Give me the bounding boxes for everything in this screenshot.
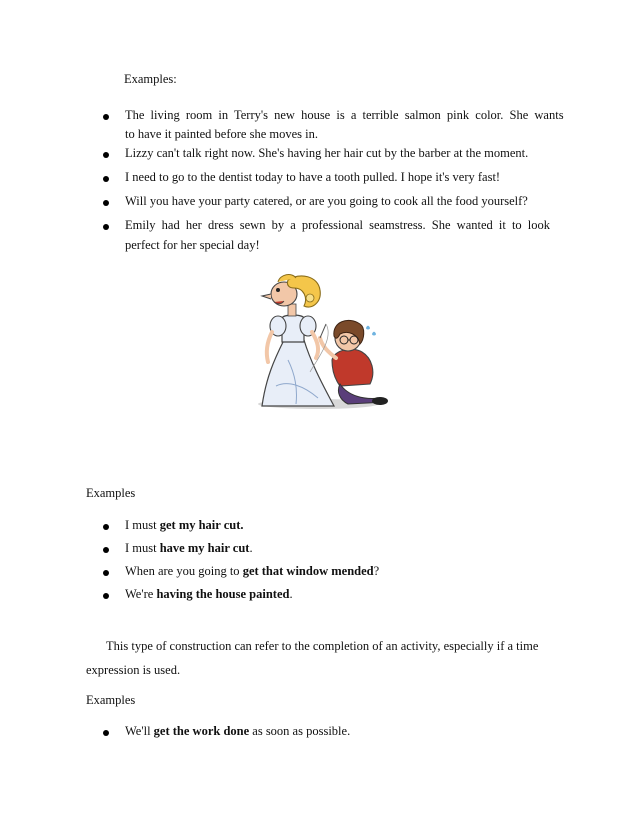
list-item-text: .: [289, 587, 293, 601]
bullet-icon: [103, 730, 109, 736]
list-item: [102, 146, 564, 170]
list-item-line: perfect for her special day!: [125, 238, 260, 252]
bullet-icon: [103, 200, 109, 206]
list-item: [102, 724, 350, 747]
examples-list-2: [102, 518, 379, 610]
bullet-icon: [103, 152, 109, 158]
list-item-text: ?: [373, 564, 380, 578]
bullet-icon: [103, 114, 109, 120]
list-item-text: I must: [125, 518, 160, 532]
examples-heading-2: Examples: [86, 486, 136, 500]
list-item: [102, 108, 564, 146]
examples-list-1: [102, 108, 564, 258]
list-item-bold: get the work done: [153, 724, 250, 738]
list-item: [102, 518, 379, 541]
list-item-bold: have my hair cut: [159, 541, 250, 555]
list-item: [102, 587, 379, 610]
list-item-text: We're: [125, 587, 157, 601]
list-item-bold: get my hair cut.: [159, 518, 244, 532]
examples-list-3: [102, 724, 350, 747]
bullet-icon: [103, 570, 109, 576]
list-item-text: as soon as possible.: [249, 724, 351, 738]
list-item-text: .: [249, 541, 253, 555]
list-item-line: Emily had her dress sewn by a professional seamstress. She wanted it to look: [125, 218, 551, 232]
bullet-icon: [103, 176, 109, 182]
list-item: [102, 194, 564, 218]
list-item-line: Will you have your party catered, or are you going to cook all the food yourself?: [125, 194, 528, 208]
bullet-icon: [103, 593, 109, 599]
seamstress-illustration-icon: [248, 268, 392, 412]
bullet-icon: [103, 224, 109, 230]
bullet-icon: [103, 524, 109, 530]
list-item: [102, 218, 564, 258]
list-item: [102, 564, 379, 587]
list-item-text: I must: [125, 541, 160, 555]
list-item-bold: get that window mended: [242, 564, 374, 578]
list-item-text: We'll: [125, 724, 154, 738]
examples-heading-1: Examples:: [124, 72, 177, 86]
bullet-icon: [103, 547, 109, 553]
list-item-text: When are you going to: [125, 564, 243, 578]
paragraph-line: expression is used.: [86, 663, 181, 677]
list-item: [102, 170, 564, 194]
paragraph-line: This type of construction can refer to the completion of an activity, especially if a time: [106, 639, 539, 653]
list-item-line: I need to go to the dentist today to have a tooth pulled. I hope it's very fast!: [125, 170, 501, 184]
examples-heading-3: Examples: [86, 693, 136, 707]
list-item-line: to have it painted before she moves in.: [125, 127, 318, 141]
list-item-line: Lizzy can't talk right now. She's having her hair cut by the barber at the moment.: [125, 146, 529, 160]
list-item-bold: having the house painted: [156, 587, 290, 601]
list-item-line: The living room in Terry's new house is a terrible salmon pink color. She wants: [125, 108, 564, 122]
list-item: [102, 541, 379, 564]
